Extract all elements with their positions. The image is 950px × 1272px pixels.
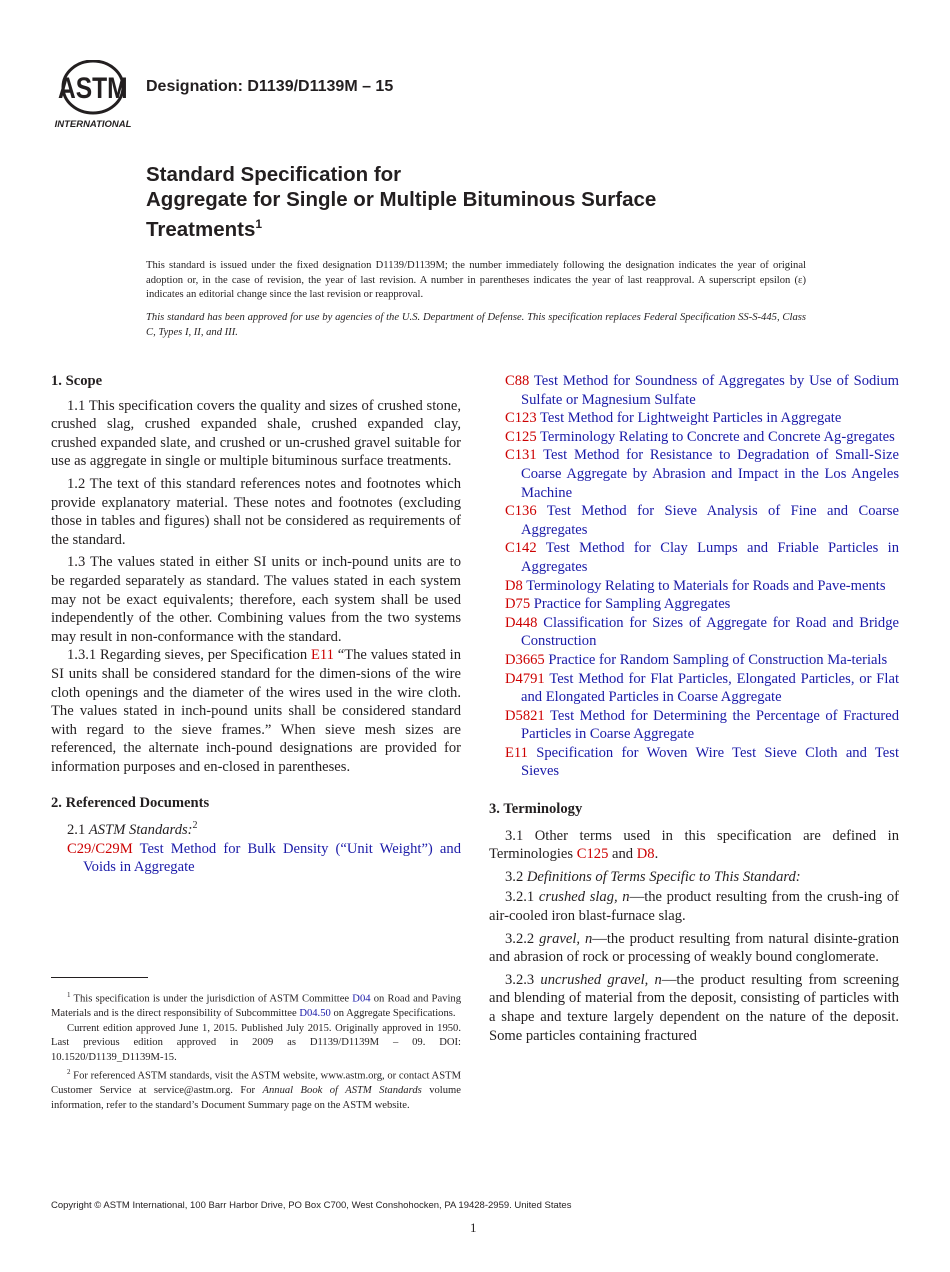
reference-item <box>505 502 899 539</box>
footnote-1-edition: Current edition approved June 1, 2015. Published July 2015. Originally approved in 1950. Last previous edition approved in 2009 as D1139/D1139M – 09. DOI: 10.1520/D1139_D1139M-15. <box>51 1022 461 1063</box>
reference-item <box>505 651 899 670</box>
reference-list-right <box>489 372 899 781</box>
reference-title-link[interactable]: Terminology Relating to Concrete and Concrete Ag-gregates <box>540 428 895 445</box>
title-line-1: Standard Specification for <box>146 163 402 186</box>
reference-title-link[interactable]: Test Method for Flat Particles, Elongated Particles, or Flat and Elongated Particles in Coarse Aggregate <box>521 670 899 706</box>
reference-code-link[interactable]: E11 <box>505 744 528 761</box>
para-3-2-1: 3.2.1 crushed slag, n—the product resulting from the crush-ing of air-cooled iron blast-furnace slag. <box>489 889 900 925</box>
reference-title-link[interactable]: Test Method for Soundness of Aggregates by Use of Sodium Sulfate or Magnesium Sulfate <box>521 373 899 408</box>
footnote-1: $^1$ This specification is under the jurisdiction of ASTM Committee D04 on Road and Paving Materials and is the direct responsibility of Subcommittee D04.50 on Aggregate Specifications. <box>51 991 461 1020</box>
reference-code-link[interactable]: C123 <box>505 410 537 427</box>
para-1-3-1: 1.3.1 Regarding sieves, per Specification E11 “The values stated in SI units shall be considered standard for the dimen-sions of the wire cloth openings and the diameter of the wires used in the wire cloth. The values stated in inch-pound units shall be considered standard with regard to the sieve frames.” When sieve mesh sizes are referenced, the alternate inch-pound designations are provided for information purposes and en-closed in parentheses. <box>51 647 461 775</box>
reference-code-link[interactable]: D448 <box>505 614 538 631</box>
svg-text:ASTM: ASTM <box>57 70 128 105</box>
reference-item <box>505 614 899 651</box>
reference-title-link[interactable]: Classification for Sizes of Aggregate for Road and Bridge Construction <box>521 614 899 650</box>
reference-item <box>505 595 899 614</box>
footnotes <box>51 988 461 1113</box>
left-column <box>51 372 461 877</box>
para-3-2-2: 3.2.2 gravel, n—the product resulting from natural disinte-gration and abrasion of rock or processing of weakly bound conglomerate. <box>489 930 899 966</box>
reference-title-link[interactable]: Test Method for Clay Lumps and Friable Particles in Aggregates <box>521 540 899 575</box>
reference-title-link[interactable]: Test Method for Determining the Percentage of Fractured Particles in Coarse Aggregate <box>521 707 899 743</box>
section-heading-referenced: 2. Referenced Documents <box>51 795 210 812</box>
footnote-2: $^2$ For referenced ASTM standards, visit the ASTM website, www.astm.org, or contact ASTM Customer Service at service@astm.org. For Annual Book of ASTM Standards volume information, refer to the standard’s Document Summary page on the ASTM website. <box>51 1068 461 1111</box>
title-line-3: Treatments$^1$ <box>146 217 263 241</box>
dod-notice: This standard has been approved for use by agencies of the U.S. Department of Defense. This specification replaces Federal Specification SS-S-445, Class C, Types I, II, and III. <box>146 312 806 338</box>
reference-code-link[interactable]: D75 <box>505 596 531 613</box>
designation: Designation: D1139/D1139M – 15 <box>146 78 394 95</box>
copyright: Copyright © ASTM International, 100 Barr Harbor Drive, PO Box C700, West Conshohocken, PA 19428-2959. United States <box>51 1200 572 1211</box>
page-number: 1 <box>470 1220 477 1235</box>
reference-title-link[interactable]: Terminology Relating to Materials for Roads and Pave-ments <box>526 577 886 594</box>
right-column <box>489 372 899 1045</box>
reference-code-link[interactable]: D5821 <box>505 707 545 724</box>
para-1-2: 1.2 The text of this standard references notes and footnotes which provide explanatory material. These notes and footnotes (excluding those in tables and figures) shall not be considered as requirements of the standard. <box>51 475 461 548</box>
ref-link-e11[interactable]: E11 <box>310 647 334 664</box>
reference-item <box>505 707 899 744</box>
reference-title-link[interactable]: Test Method for Resistance to Degradation of Small-Size Coarse Aggregate by Abrasion and Impact in the Los Angeles Machine <box>521 447 899 501</box>
reference-code-link[interactable]: C142 <box>505 540 537 557</box>
reference-item <box>505 372 899 409</box>
reference-title-link[interactable]: Specification for Woven Wire Test Sieve Cloth and Test Sieves <box>521 744 899 780</box>
reference-item <box>505 670 899 707</box>
reference-title-link[interactable]: Practice for Random Sampling of Construction Ma-terials <box>548 651 888 668</box>
para-3-2: 3.2 Definitions of Terms Specific to This Standard: <box>505 868 801 885</box>
link-d04[interactable]: D04 <box>352 993 371 1005</box>
reference-item <box>505 744 899 781</box>
reference-code-link[interactable]: D8 <box>505 577 523 594</box>
reference-item <box>505 446 899 502</box>
para-1-3: 1.3 The values stated in either SI units or inch-pound units are to be regarded separately as standard. The values stated in each system may not be exact equivalents; therefore, each system shall be used independently of the other. Combining values from the two systems may result in non-conformance with the standard. <box>51 554 461 645</box>
footnote-ref-2[interactable]: 2 <box>192 820 198 832</box>
reference-title-link[interactable]: Practice for Sampling Aggregates <box>533 596 731 613</box>
footnote-divider <box>51 977 148 978</box>
reference-code-link[interactable]: C88 <box>505 373 530 389</box>
reference-title-link[interactable]: Test Method for Sieve Analysis of Fine and Coarse Aggregates <box>521 503 899 538</box>
ref-link-d8[interactable]: D8 <box>636 846 655 863</box>
reference-code-link[interactable]: C29/C29M <box>67 840 133 857</box>
reference-list-left <box>51 840 461 877</box>
reference-code-link[interactable]: C131 <box>505 447 537 464</box>
reference-item <box>505 409 899 428</box>
intro-paragraph: This standard is issued under the fixed designation D1139/D1139M; the number immediately following the designation indicates the year of original adoption or, in the case of revision, the year of last revision. A number in parentheses indicates the year of last reapproval. A superscript epsilon (ε) indicates an editorial change since the last revision or reapproval. <box>146 260 806 300</box>
para-1-1: 1.1 This specification covers the quality and sizes of crushed stone, crushed slag, crushed expanded shale, crushed expanded clay, crushed expanded slate, and crushed or un-crushed gravel suitable for use as aggregate in single or multiple bituminous surface treatments. <box>51 397 461 470</box>
logo-wordmark: INTERNATIONAL <box>54 119 132 130</box>
reference-title-link[interactable]: Test Method for Bulk Density (“Unit Weight”) and Voids in Aggregate <box>83 840 461 876</box>
link-d04-50[interactable]: D04.50 <box>299 1008 331 1020</box>
section-heading-scope: 1. Scope <box>51 373 103 389</box>
page-title <box>146 163 826 242</box>
reference-item <box>67 840 461 877</box>
ref-link-c125[interactable]: C125 <box>576 846 609 863</box>
reference-code-link[interactable]: D4791 <box>505 670 545 687</box>
astm-logo <box>51 60 135 132</box>
reference-title-link[interactable]: Test Method for Lightweight Particles in Aggregate <box>540 410 842 427</box>
reference-code-link[interactable]: C136 <box>505 503 537 520</box>
reference-item <box>505 577 899 596</box>
para-2-1: 2.1 ASTM Standards:$^2$ <box>67 820 198 838</box>
title-line-2: Aggregate for Single or Multiple Bituminous Surface <box>146 187 657 211</box>
reference-item <box>505 428 899 447</box>
reference-item <box>505 539 899 576</box>
reference-code-link[interactable]: C125 <box>505 428 537 445</box>
para-3-1: 3.1 Other terms used in this specification are defined in Terminologies C125 and D8. <box>489 827 899 863</box>
title-footnote-ref[interactable]: 1 <box>255 217 263 231</box>
para-3-2-3: 3.2.3 uncrushed gravel, n—the product resulting from screening and blending of material from the deposit, consisting of particles with a shape and texture largely dependent on the nature of the deposit. Some particles containing fractured <box>489 971 899 1044</box>
section-heading-terminology: 3. Terminology <box>489 801 583 818</box>
reference-code-link[interactable]: D3665 <box>505 651 545 668</box>
